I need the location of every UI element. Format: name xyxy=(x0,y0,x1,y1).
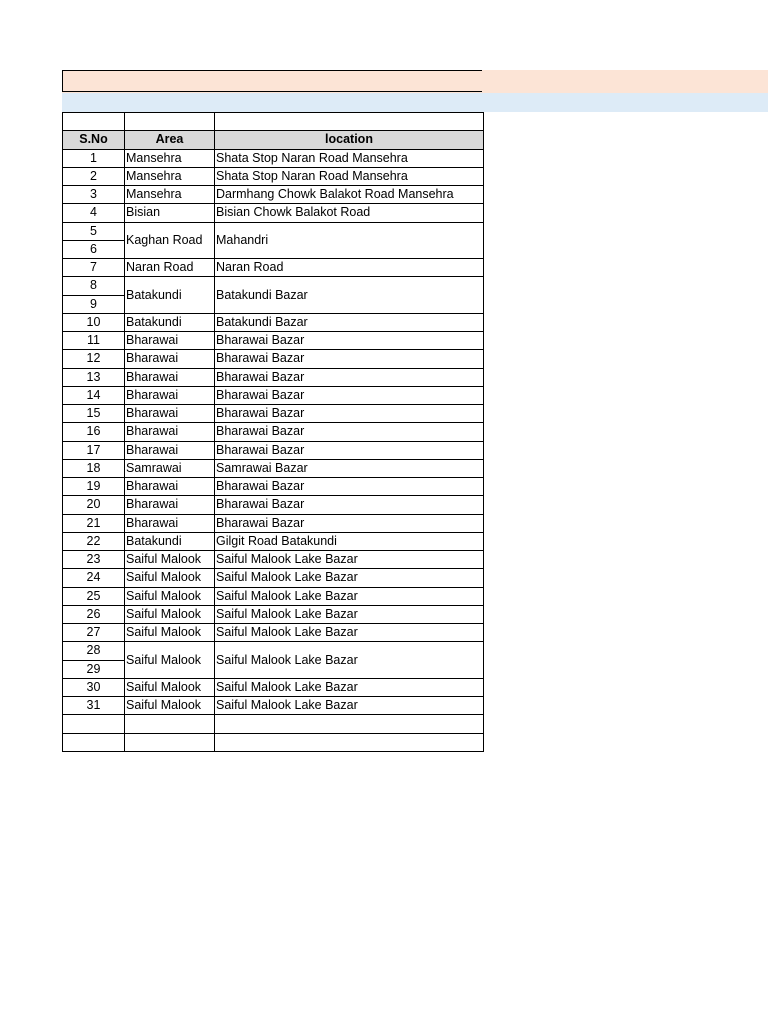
sno-cell[interactable]: 5 xyxy=(63,222,125,240)
table-row xyxy=(63,313,484,331)
sno-cell[interactable]: 14 xyxy=(63,386,125,404)
area-cell[interactable]: Saiful Malook xyxy=(125,624,215,642)
area-cell[interactable]: Bharawai xyxy=(125,405,215,423)
cell[interactable] xyxy=(125,113,215,131)
subtitle-band xyxy=(62,93,768,112)
sno-cell[interactable]: 29 xyxy=(63,660,125,678)
location-cell[interactable]: Saiful Malook Lake Bazar xyxy=(215,624,484,642)
sno-cell[interactable]: 28 xyxy=(63,642,125,660)
area-cell[interactable]: Bharawai xyxy=(125,350,215,368)
location-cell[interactable]: Naran Road xyxy=(215,259,484,277)
location-cell[interactable]: Shata Stop Naran Road Mansehra xyxy=(215,149,484,167)
table-row xyxy=(63,478,484,496)
area-cell[interactable]: Batakundi xyxy=(125,532,215,550)
area-cell[interactable]: Bharawai xyxy=(125,514,215,532)
cell[interactable] xyxy=(215,113,484,131)
sno-cell[interactable]: 17 xyxy=(63,441,125,459)
sno-cell[interactable]: 31 xyxy=(63,697,125,715)
sno-cell[interactable]: 11 xyxy=(63,332,125,350)
location-cell[interactable]: Gilgit Road Batakundi xyxy=(215,532,484,550)
cell[interactable] xyxy=(215,733,484,751)
location-cell[interactable]: Darmhang Chowk Balakot Road Mansehra xyxy=(215,186,484,204)
table-row xyxy=(63,167,484,185)
sno-cell[interactable]: 9 xyxy=(63,295,125,313)
area-cell[interactable]: Saiful Malook xyxy=(125,551,215,569)
sno-cell[interactable]: 20 xyxy=(63,496,125,514)
sno-cell[interactable]: 26 xyxy=(63,605,125,623)
cell[interactable] xyxy=(125,733,215,751)
table-row xyxy=(63,350,484,368)
area-cell[interactable]: Saiful Malook xyxy=(125,587,215,605)
header-sno[interactable]: S.No xyxy=(63,131,125,149)
table-row xyxy=(63,259,484,277)
cell[interactable] xyxy=(63,733,125,751)
table-row xyxy=(63,605,484,623)
area-cell[interactable]: Kaghan Road xyxy=(125,222,215,259)
table-row xyxy=(63,532,484,550)
table-row xyxy=(63,496,484,514)
cell[interactable] xyxy=(125,715,215,733)
sno-cell[interactable]: 19 xyxy=(63,478,125,496)
sno-cell[interactable]: 16 xyxy=(63,423,125,441)
sno-cell[interactable]: 2 xyxy=(63,167,125,185)
area-cell[interactable]: Batakundi xyxy=(125,313,215,331)
table-row xyxy=(63,624,484,642)
table-row xyxy=(63,514,484,532)
location-cell[interactable]: Batakundi Bazar xyxy=(215,313,484,331)
location-cell[interactable]: Bharawai Bazar xyxy=(215,368,484,386)
blank-row xyxy=(63,715,484,733)
sno-cell[interactable]: 27 xyxy=(63,624,125,642)
area-cell[interactable]: Mansehra xyxy=(125,149,215,167)
table-row xyxy=(63,386,484,404)
location-cell[interactable]: Saiful Malook Lake Bazar xyxy=(215,642,484,679)
location-cell[interactable]: Batakundi Bazar xyxy=(215,277,484,314)
sno-cell[interactable]: 10 xyxy=(63,313,125,331)
table-row xyxy=(63,697,484,715)
sno-cell[interactable]: 30 xyxy=(63,678,125,696)
area-cell[interactable]: Saiful Malook xyxy=(125,642,215,679)
area-cell[interactable]: Naran Road xyxy=(125,259,215,277)
location-cell[interactable]: Bharawai Bazar xyxy=(215,332,484,350)
area-cell[interactable]: Saiful Malook xyxy=(125,605,215,623)
location-cell[interactable]: Bharawai Bazar xyxy=(215,496,484,514)
cell[interactable] xyxy=(63,715,125,733)
area-cell[interactable]: Saiful Malook xyxy=(125,697,215,715)
table-row xyxy=(63,204,484,222)
table-row xyxy=(63,587,484,605)
location-cell[interactable]: Bharawai Bazar xyxy=(215,350,484,368)
location-cell[interactable]: Bharawai Bazar xyxy=(215,514,484,532)
table-row xyxy=(63,551,484,569)
location-cell[interactable]: Bharawai Bazar xyxy=(215,423,484,441)
blank-row xyxy=(63,733,484,751)
table-row xyxy=(63,222,484,240)
sno-cell[interactable]: 18 xyxy=(63,459,125,477)
title-cell[interactable] xyxy=(62,70,482,92)
location-cell[interactable]: Saiful Malook Lake Bazar xyxy=(215,697,484,715)
location-cell[interactable]: Saiful Malook Lake Bazar xyxy=(215,678,484,696)
table-row xyxy=(63,332,484,350)
sno-cell[interactable]: 13 xyxy=(63,368,125,386)
location-cell[interactable]: Bharawai Bazar xyxy=(215,405,484,423)
table-row xyxy=(63,149,484,167)
sno-cell[interactable]: 4 xyxy=(63,204,125,222)
area-cell[interactable]: Bharawai xyxy=(125,478,215,496)
location-cell[interactable]: Bharawai Bazar xyxy=(215,441,484,459)
area-cell[interactable]: Samrawai xyxy=(125,459,215,477)
sno-cell[interactable]: 7 xyxy=(63,259,125,277)
cell[interactable] xyxy=(63,113,125,131)
location-cell[interactable]: Bisian Chowk Balakot Road xyxy=(215,204,484,222)
area-cell[interactable]: Mansehra xyxy=(125,167,215,185)
header-area[interactable]: Area xyxy=(125,131,215,149)
table-row xyxy=(63,277,484,295)
area-cell[interactable]: Bharawai xyxy=(125,368,215,386)
location-cell[interactable]: Shata Stop Naran Road Mansehra xyxy=(215,167,484,185)
table-row xyxy=(63,569,484,587)
area-cell[interactable]: Mansehra xyxy=(125,186,215,204)
area-cell[interactable]: Batakundi xyxy=(125,277,215,314)
cell[interactable] xyxy=(215,715,484,733)
header-row xyxy=(63,131,484,149)
sno-cell[interactable]: 22 xyxy=(63,532,125,550)
sno-cell[interactable]: 24 xyxy=(63,569,125,587)
location-cell[interactable]: Saiful Malook Lake Bazar xyxy=(215,587,484,605)
area-cell[interactable]: Bharawai xyxy=(125,423,215,441)
table-row xyxy=(63,423,484,441)
area-cell[interactable]: Saiful Malook xyxy=(125,569,215,587)
location-cell[interactable]: Mahandri xyxy=(215,222,484,259)
table-row xyxy=(63,642,484,660)
location-cell[interactable]: Saiful Malook Lake Bazar xyxy=(215,569,484,587)
location-cell[interactable]: Bharawai Bazar xyxy=(215,478,484,496)
sno-cell[interactable]: 23 xyxy=(63,551,125,569)
table-row xyxy=(63,368,484,386)
area-cell[interactable]: Bharawai xyxy=(125,441,215,459)
sno-cell[interactable]: 25 xyxy=(63,587,125,605)
location-cell[interactable]: Saiful Malook Lake Bazar xyxy=(215,605,484,623)
table-row xyxy=(63,441,484,459)
location-table xyxy=(62,112,484,752)
area-cell[interactable]: Bharawai xyxy=(125,332,215,350)
sno-cell[interactable]: 6 xyxy=(63,240,125,258)
header-location[interactable]: location xyxy=(215,131,484,149)
sno-cell[interactable]: 21 xyxy=(63,514,125,532)
sno-cell[interactable]: 8 xyxy=(63,277,125,295)
table-row xyxy=(63,459,484,477)
area-cell[interactable]: Bharawai xyxy=(125,386,215,404)
area-cell[interactable]: Bharawai xyxy=(125,496,215,514)
location-cell[interactable]: Bharawai Bazar xyxy=(215,386,484,404)
table-row xyxy=(63,678,484,696)
sno-cell[interactable]: 3 xyxy=(63,186,125,204)
location-cell[interactable]: Samrawai Bazar xyxy=(215,459,484,477)
sno-cell[interactable]: 1 xyxy=(63,149,125,167)
table-row xyxy=(63,405,484,423)
blank-row-top xyxy=(63,113,484,131)
area-cell[interactable]: Saiful Malook xyxy=(125,678,215,696)
table-row xyxy=(63,186,484,204)
sno-cell[interactable]: 15 xyxy=(63,405,125,423)
area-cell[interactable]: Bisian xyxy=(125,204,215,222)
location-cell[interactable]: Saiful Malook Lake Bazar xyxy=(215,551,484,569)
sno-cell[interactable]: 12 xyxy=(63,350,125,368)
